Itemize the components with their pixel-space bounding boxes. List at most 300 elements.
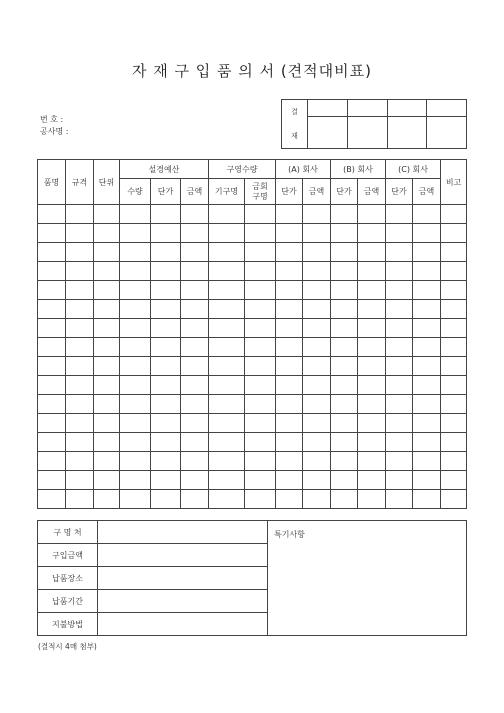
table-cell[interactable]: [245, 300, 276, 319]
info-row-label: 납품장소: [38, 567, 98, 590]
table-cell[interactable]: [38, 471, 66, 490]
table-cell[interactable]: [181, 205, 209, 224]
info-row-label: 구 명 처: [38, 521, 98, 544]
table-cell[interactable]: [413, 414, 441, 433]
table-cell[interactable]: [94, 471, 120, 490]
table-cell[interactable]: [358, 300, 386, 319]
table-row: [38, 414, 467, 433]
table-cell[interactable]: [120, 319, 151, 338]
table-cell[interactable]: [66, 300, 94, 319]
table-cell[interactable]: [303, 262, 331, 281]
table-cell[interactable]: [38, 224, 66, 243]
table-cell[interactable]: [441, 395, 467, 414]
table-cell[interactable]: [303, 471, 331, 490]
table-cell[interactable]: [94, 338, 120, 357]
table-cell[interactable]: [120, 452, 151, 471]
table-cell[interactable]: [151, 471, 181, 490]
table-row: [38, 224, 467, 243]
table-cell[interactable]: [120, 224, 151, 243]
page-title: 자 재 구 입 품 의 서 (견적대비표): [132, 62, 372, 80]
table-cell[interactable]: [66, 395, 94, 414]
table-cell[interactable]: [151, 224, 181, 243]
header-unit: 단위: [94, 160, 120, 205]
table-row: [38, 490, 467, 509]
table-cell[interactable]: [358, 433, 386, 452]
table-cell[interactable]: [303, 243, 331, 262]
table-cell[interactable]: [413, 452, 441, 471]
table-cell[interactable]: [66, 205, 94, 224]
table-cell[interactable]: [441, 490, 467, 509]
table-cell[interactable]: [358, 338, 386, 357]
table-cell[interactable]: [151, 205, 181, 224]
header-b-amount: 금액: [358, 179, 386, 205]
table-cell[interactable]: [245, 357, 276, 376]
table-cell[interactable]: [151, 243, 181, 262]
table-cell[interactable]: [358, 414, 386, 433]
table-cell[interactable]: [181, 357, 209, 376]
table-cell[interactable]: [245, 433, 276, 452]
header-company-a: (A) 회사: [276, 160, 331, 179]
table-cell[interactable]: [358, 224, 386, 243]
table-cell[interactable]: [151, 395, 181, 414]
table-cell[interactable]: [151, 338, 181, 357]
table-cell[interactable]: [209, 414, 245, 433]
table-cell[interactable]: [120, 262, 151, 281]
table-row: [38, 319, 467, 338]
table-cell[interactable]: [181, 224, 209, 243]
table-cell[interactable]: [303, 319, 331, 338]
table-cell[interactable]: [66, 376, 94, 395]
table-cell[interactable]: [386, 414, 413, 433]
table-cell[interactable]: [209, 338, 245, 357]
quote-comparison-table: [37, 159, 467, 509]
table-cell[interactable]: [120, 300, 151, 319]
table-cell[interactable]: [209, 376, 245, 395]
table-cell[interactable]: [276, 471, 303, 490]
table-cell[interactable]: [386, 357, 413, 376]
table-row: [38, 262, 467, 281]
table-cell[interactable]: [151, 452, 181, 471]
header-c-amount: 금액: [413, 179, 441, 205]
info-row-label: 납품기간: [38, 590, 98, 613]
table-cell[interactable]: [276, 414, 303, 433]
table-cell[interactable]: [441, 414, 467, 433]
table-cell[interactable]: [66, 243, 94, 262]
table-cell[interactable]: [331, 262, 358, 281]
table-cell[interactable]: [66, 281, 94, 300]
table-cell[interactable]: [38, 452, 66, 471]
table-cell[interactable]: [151, 376, 181, 395]
table-cell[interactable]: [441, 205, 467, 224]
table-cell[interactable]: [245, 471, 276, 490]
table-cell[interactable]: [386, 319, 413, 338]
info-row-label: 구입금액: [38, 544, 98, 567]
table-cell[interactable]: [276, 281, 303, 300]
table-cell[interactable]: [413, 338, 441, 357]
table-cell[interactable]: [94, 414, 120, 433]
table-cell[interactable]: [181, 433, 209, 452]
table-cell[interactable]: [120, 471, 151, 490]
header-a-amount: 금액: [303, 179, 331, 205]
table-cell[interactable]: [386, 433, 413, 452]
approval-stamp-cell[interactable]: [388, 117, 427, 149]
table-cell[interactable]: [209, 205, 245, 224]
table-cell[interactable]: [245, 224, 276, 243]
table-cell[interactable]: [331, 224, 358, 243]
info-row-label: 지불방법: [38, 613, 98, 636]
table-cell[interactable]: [441, 300, 467, 319]
table-cell[interactable]: [38, 414, 66, 433]
table-cell[interactable]: [94, 357, 120, 376]
table-cell[interactable]: [245, 319, 276, 338]
table-cell[interactable]: [441, 243, 467, 262]
table-row: [38, 338, 467, 357]
table-cell[interactable]: [38, 433, 66, 452]
table-cell[interactable]: [276, 376, 303, 395]
special-notes-box[interactable]: [268, 521, 467, 636]
table-row: [38, 281, 467, 300]
table-cell[interactable]: [441, 224, 467, 243]
table-cell[interactable]: [94, 452, 120, 471]
table-cell[interactable]: [276, 490, 303, 509]
approval-stamp-header: [388, 100, 427, 117]
table-cell[interactable]: [245, 490, 276, 509]
table-cell[interactable]: [94, 281, 120, 300]
table-cell[interactable]: [94, 243, 120, 262]
approval-stamp-cell[interactable]: [348, 117, 388, 149]
table-cell[interactable]: [94, 395, 120, 414]
table-cell[interactable]: [245, 452, 276, 471]
table-cell[interactable]: [303, 357, 331, 376]
table-cell[interactable]: [120, 490, 151, 509]
table-cell[interactable]: [245, 205, 276, 224]
table-cell[interactable]: [303, 281, 331, 300]
table-cell[interactable]: [303, 490, 331, 509]
table-cell[interactable]: [331, 452, 358, 471]
table-row: [38, 376, 467, 395]
footnote: (결적시 4매 첨부): [38, 642, 97, 651]
approval-box: [281, 99, 467, 149]
table-cell[interactable]: [151, 490, 181, 509]
table-cell[interactable]: [151, 262, 181, 281]
table-cell[interactable]: [66, 414, 94, 433]
approval-stamp-cell[interactable]: [427, 117, 467, 149]
table-cell[interactable]: [441, 262, 467, 281]
table-cell[interactable]: [331, 395, 358, 414]
header-purchase-qty: 구영수량: [209, 160, 276, 179]
table-cell[interactable]: [245, 338, 276, 357]
table-cell[interactable]: [66, 490, 94, 509]
table-cell[interactable]: [331, 471, 358, 490]
table-cell[interactable]: [413, 205, 441, 224]
table-cell[interactable]: [66, 471, 94, 490]
table-cell[interactable]: [358, 452, 386, 471]
table-cell[interactable]: [276, 395, 303, 414]
table-cell[interactable]: [38, 300, 66, 319]
approval-stamp-header: [427, 100, 467, 117]
table-cell[interactable]: [245, 243, 276, 262]
table-cell[interactable]: [38, 395, 66, 414]
header-item: 품명: [38, 160, 66, 205]
table-cell[interactable]: [94, 490, 120, 509]
table-cell[interactable]: [181, 319, 209, 338]
table-row: [38, 205, 467, 224]
table-cell[interactable]: [386, 281, 413, 300]
table-cell[interactable]: [151, 357, 181, 376]
number-field-label: 번 호 :: [40, 115, 64, 124]
table-cell[interactable]: [441, 433, 467, 452]
table-cell[interactable]: [276, 243, 303, 262]
table-cell[interactable]: [38, 357, 66, 376]
table-cell[interactable]: [181, 376, 209, 395]
header-amount: 금액: [181, 179, 209, 205]
table-cell[interactable]: [358, 490, 386, 509]
table-cell[interactable]: [386, 300, 413, 319]
table-cell[interactable]: [413, 243, 441, 262]
table-row: [38, 357, 467, 376]
table-cell[interactable]: [209, 490, 245, 509]
table-cell[interactable]: [276, 224, 303, 243]
table-cell[interactable]: [181, 395, 209, 414]
table-cell[interactable]: [358, 281, 386, 300]
table-cell[interactable]: [66, 319, 94, 338]
table-cell[interactable]: [441, 319, 467, 338]
table-cell[interactable]: [276, 452, 303, 471]
table-cell[interactable]: [94, 300, 120, 319]
table-cell[interactable]: [181, 300, 209, 319]
table-cell[interactable]: [358, 243, 386, 262]
table-cell[interactable]: [331, 205, 358, 224]
table-cell[interactable]: [386, 262, 413, 281]
header-spec: 규격: [66, 160, 94, 205]
table-cell[interactable]: [209, 452, 245, 471]
table-cell[interactable]: [303, 338, 331, 357]
table-cell[interactable]: [66, 357, 94, 376]
table-cell[interactable]: [413, 281, 441, 300]
table-cell[interactable]: [276, 262, 303, 281]
table-cell[interactable]: [386, 338, 413, 357]
table-row: [38, 395, 467, 414]
table-cell[interactable]: [331, 357, 358, 376]
approval-label-top: 결: [291, 108, 298, 116]
table-cell[interactable]: [413, 471, 441, 490]
table-cell[interactable]: [331, 319, 358, 338]
table-cell[interactable]: [331, 490, 358, 509]
header-sub-line2: 구명: [252, 191, 268, 201]
table-cell[interactable]: [120, 357, 151, 376]
table-cell[interactable]: [38, 281, 66, 300]
table-cell[interactable]: [120, 414, 151, 433]
table-cell[interactable]: [94, 224, 120, 243]
table-row: [38, 433, 467, 452]
table-cell[interactable]: [151, 281, 181, 300]
table-cell[interactable]: [66, 262, 94, 281]
table-cell[interactable]: [120, 395, 151, 414]
table-cell[interactable]: [331, 338, 358, 357]
table-cell[interactable]: [386, 395, 413, 414]
table-cell[interactable]: [413, 433, 441, 452]
table-cell[interactable]: [245, 414, 276, 433]
header-sub: [245, 179, 276, 205]
table-cell[interactable]: [38, 490, 66, 509]
table-cell[interactable]: [386, 452, 413, 471]
table-cell[interactable]: [331, 433, 358, 452]
table-cell[interactable]: [209, 319, 245, 338]
table-cell[interactable]: [38, 243, 66, 262]
table-cell[interactable]: [413, 376, 441, 395]
table-cell[interactable]: [181, 338, 209, 357]
table-cell[interactable]: [358, 395, 386, 414]
table-cell[interactable]: [413, 357, 441, 376]
table-cell[interactable]: [181, 471, 209, 490]
table-cell[interactable]: [276, 300, 303, 319]
table-cell[interactable]: [276, 433, 303, 452]
table-cell[interactable]: [181, 490, 209, 509]
table-cell[interactable]: [303, 433, 331, 452]
table-cell[interactable]: [276, 338, 303, 357]
table-cell[interactable]: [331, 281, 358, 300]
project-name-label: 공사명 :: [40, 127, 69, 136]
table-cell[interactable]: [151, 319, 181, 338]
table-cell[interactable]: [120, 281, 151, 300]
table-cell[interactable]: [331, 300, 358, 319]
table-cell[interactable]: [181, 243, 209, 262]
table-cell[interactable]: [181, 262, 209, 281]
table-cell[interactable]: [276, 319, 303, 338]
table-cell[interactable]: [209, 433, 245, 452]
table-cell[interactable]: [386, 376, 413, 395]
table-cell[interactable]: [245, 281, 276, 300]
header-design-budget: 설경예산: [120, 160, 209, 179]
table-cell[interactable]: [386, 205, 413, 224]
header-c-price: 단가: [386, 179, 413, 205]
table-cell[interactable]: [358, 205, 386, 224]
table-cell[interactable]: [66, 338, 94, 357]
table-cell[interactable]: [120, 338, 151, 357]
info-row-value[interactable]: [98, 613, 268, 636]
table-cell[interactable]: [66, 224, 94, 243]
table-cell[interactable]: [120, 205, 151, 224]
table-cell[interactable]: [413, 300, 441, 319]
table-cell[interactable]: [386, 471, 413, 490]
table-row: [38, 243, 467, 262]
table-cell[interactable]: [441, 471, 467, 490]
table-cell[interactable]: [441, 452, 467, 471]
table-cell[interactable]: [331, 243, 358, 262]
table-cell[interactable]: [245, 262, 276, 281]
table-cell[interactable]: [386, 243, 413, 262]
info-row-value[interactable]: [98, 521, 268, 544]
table-cell[interactable]: [245, 376, 276, 395]
table-cell[interactable]: [441, 281, 467, 300]
table-row: [38, 471, 467, 490]
table-cell[interactable]: [209, 471, 245, 490]
table-cell[interactable]: [303, 300, 331, 319]
table-cell[interactable]: [386, 224, 413, 243]
table-cell[interactable]: [276, 357, 303, 376]
table-cell[interactable]: [94, 319, 120, 338]
table-cell[interactable]: [209, 395, 245, 414]
header-existing: 기구명: [209, 179, 245, 205]
table-cell[interactable]: [358, 262, 386, 281]
header-remarks: 비고: [441, 160, 467, 205]
info-row-value[interactable]: [98, 567, 268, 590]
table-cell[interactable]: [209, 224, 245, 243]
table-cell[interactable]: [94, 262, 120, 281]
table-cell[interactable]: [413, 490, 441, 509]
table-row: [38, 452, 467, 471]
table-cell[interactable]: [413, 262, 441, 281]
table-cell[interactable]: [120, 433, 151, 452]
table-cell[interactable]: [441, 338, 467, 357]
table-cell[interactable]: [120, 376, 151, 395]
special-notes-label: 특기사항: [274, 530, 305, 539]
table-cell[interactable]: [358, 376, 386, 395]
info-row-value[interactable]: [98, 590, 268, 613]
table-cell[interactable]: [94, 205, 120, 224]
table-cell[interactable]: [441, 376, 467, 395]
table-cell[interactable]: [358, 471, 386, 490]
table-cell[interactable]: [303, 395, 331, 414]
table-cell[interactable]: [413, 319, 441, 338]
table-cell[interactable]: [303, 224, 331, 243]
table-cell[interactable]: [209, 281, 245, 300]
table-cell[interactable]: [151, 433, 181, 452]
table-cell[interactable]: [209, 262, 245, 281]
table-cell[interactable]: [303, 376, 331, 395]
info-row-value[interactable]: [98, 544, 268, 567]
table-cell[interactable]: [209, 300, 245, 319]
table-cell[interactable]: [151, 300, 181, 319]
table-cell[interactable]: [413, 395, 441, 414]
table-cell[interactable]: [303, 452, 331, 471]
table-cell[interactable]: [94, 376, 120, 395]
header-qty: 수량: [120, 179, 151, 205]
table-cell[interactable]: [276, 205, 303, 224]
table-cell[interactable]: [303, 205, 331, 224]
table-cell[interactable]: [38, 338, 66, 357]
table-cell[interactable]: [38, 319, 66, 338]
table-cell[interactable]: [209, 243, 245, 262]
approval-stamp-header: [308, 100, 348, 117]
table-cell[interactable]: [38, 262, 66, 281]
table-cell[interactable]: [38, 376, 66, 395]
table-cell[interactable]: [38, 205, 66, 224]
table-cell[interactable]: [151, 414, 181, 433]
table-cell[interactable]: [66, 452, 94, 471]
table-cell[interactable]: [331, 414, 358, 433]
table-cell[interactable]: [331, 376, 358, 395]
table-cell[interactable]: [441, 357, 467, 376]
table-cell[interactable]: [66, 433, 94, 452]
table-cell[interactable]: [358, 319, 386, 338]
table-cell[interactable]: [94, 433, 120, 452]
table-cell[interactable]: [181, 281, 209, 300]
header-unit-price: 단가: [151, 179, 181, 205]
table-cell[interactable]: [181, 414, 209, 433]
table-cell[interactable]: [386, 490, 413, 509]
table-cell[interactable]: [413, 224, 441, 243]
table-cell[interactable]: [181, 452, 209, 471]
approval-stamp-cell[interactable]: [308, 117, 348, 149]
table-cell[interactable]: [358, 357, 386, 376]
purchase-info-table: [37, 520, 467, 636]
table-cell[interactable]: [209, 357, 245, 376]
table-row: [38, 300, 467, 319]
table-cell[interactable]: [303, 414, 331, 433]
table-cell[interactable]: [120, 243, 151, 262]
table-cell[interactable]: [245, 395, 276, 414]
